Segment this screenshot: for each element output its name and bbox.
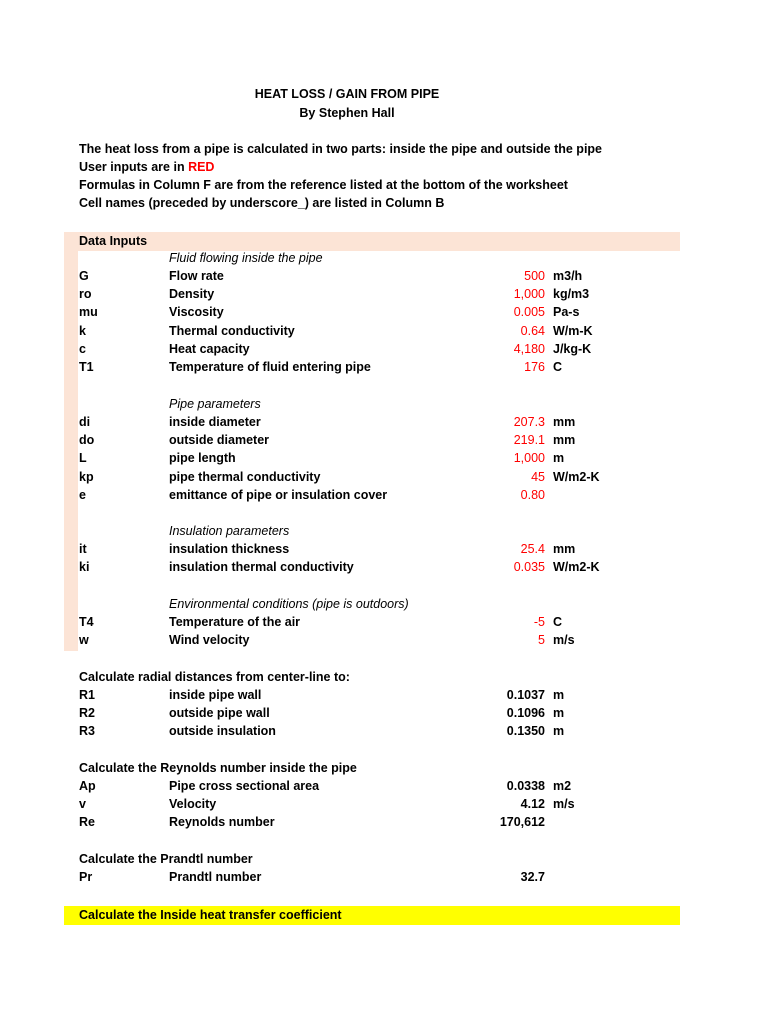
insulation-subheading: Insulation parameters (169, 524, 290, 538)
input-value: 0.64 (520, 323, 545, 338)
input-value: 176 (524, 360, 545, 374)
variable-symbol: R3 (79, 724, 95, 739)
unit-label: m (553, 706, 565, 721)
intro-red-word: RED (188, 160, 215, 174)
insulation-subheading-row (0, 524, 768, 542)
intro-line-1: The heat loss from a pipe is calculated in two parts: inside the pipe and outside the pipe (79, 142, 603, 156)
unit-label: J/kg-K (553, 341, 592, 356)
unit-label: C (553, 615, 563, 629)
variable-symbol: T1 (79, 360, 94, 374)
input-value: 25.4 (520, 542, 545, 556)
intro-line-2-prefix: User inputs are in (79, 160, 189, 174)
pipe-subheading-row (0, 397, 768, 415)
data-inputs-band (64, 232, 680, 251)
computed-value: 0.1350 (506, 724, 545, 739)
variable-symbol: ki (79, 560, 90, 575)
table-row (0, 488, 768, 506)
unit-label: W/m2-K (553, 560, 600, 575)
computed-value: 0.1037 (506, 688, 545, 702)
variable-symbol: L (79, 451, 87, 466)
variable-description: Viscosity (169, 305, 224, 320)
table-row (0, 779, 768, 797)
input-value: 45 (531, 469, 545, 484)
computed-value: 170,612 (499, 815, 545, 830)
input-value: -5 (533, 615, 545, 629)
variable-symbol: it (79, 542, 87, 556)
variable-symbol: k (79, 323, 86, 338)
input-value: 0.80 (520, 487, 545, 502)
fluid-subheading: Fluid flowing inside the pipe (169, 251, 323, 265)
input-value: 207.3 (513, 415, 545, 429)
computed-value: 4.12 (520, 797, 545, 812)
input-value: 4,180 (513, 341, 545, 356)
variable-description: Heat capacity (169, 341, 250, 356)
input-value: 1,000 (513, 451, 545, 466)
variable-description: Pipe cross sectional area (169, 779, 320, 793)
variable-description: Wind velocity (169, 633, 250, 648)
environment-subheading-row (0, 597, 768, 615)
variable-symbol: G (79, 269, 89, 283)
variable-description: Prandtl number (169, 870, 262, 884)
variable-symbol: di (79, 415, 91, 429)
variable-symbol: R1 (79, 688, 95, 702)
variable-symbol: Re (79, 815, 95, 830)
table-row (0, 724, 768, 742)
variable-symbol: mu (79, 305, 98, 320)
variable-description: outside pipe wall (169, 706, 270, 721)
variable-description: Temperature of fluid entering pipe (169, 360, 371, 374)
input-value: 500 (524, 269, 545, 283)
variable-description: outside insulation (169, 724, 276, 739)
input-value: 219.1 (513, 433, 545, 448)
pipe-subheading: Pipe parameters (169, 397, 261, 411)
variable-symbol: c (79, 341, 86, 356)
table-row (0, 360, 768, 378)
variable-description: inside diameter (169, 415, 261, 429)
unit-label: mm (553, 433, 576, 448)
variable-description: insulation thickness (169, 542, 290, 556)
table-row (0, 342, 768, 360)
variable-description: insulation thermal conductivity (169, 560, 354, 575)
intro-line-4: Cell names (preceded by underscore_) are listed in Column B (79, 196, 445, 210)
variable-symbol: Pr (79, 870, 93, 884)
computed-value: 0.0338 (506, 779, 545, 793)
variable-symbol: do (79, 433, 95, 448)
table-row (0, 815, 768, 833)
variable-description: pipe thermal conductivity (169, 469, 321, 484)
unit-label: m (553, 724, 565, 739)
variable-symbol: w (79, 633, 89, 648)
table-row (0, 797, 768, 815)
table-row (0, 451, 768, 469)
unit-label: mm (553, 415, 576, 429)
variable-symbol: e (79, 487, 86, 502)
variable-description: Reynolds number (169, 815, 275, 830)
variable-symbol: T4 (79, 615, 94, 629)
input-value: 0.035 (513, 560, 545, 575)
variable-description: inside pipe wall (169, 688, 262, 702)
table-row (0, 433, 768, 451)
variable-symbol: Ap (79, 779, 96, 793)
variable-description: Velocity (169, 797, 217, 812)
computed-value: 32.7 (520, 870, 545, 884)
variable-description: pipe length (169, 451, 236, 466)
unit-label: C (553, 360, 563, 374)
table-row (0, 706, 768, 724)
environment-subheading: Environmental conditions (pipe is outdoors) (169, 597, 409, 611)
unit-label: mm (553, 542, 576, 556)
variable-symbol: kp (79, 469, 94, 484)
variable-description: Thermal conductivity (169, 323, 295, 338)
table-row (0, 870, 768, 888)
unit-label: m (553, 451, 565, 466)
radial-heading: Calculate radial distances from center-line to: (79, 670, 350, 684)
variable-description: Temperature of the air (169, 615, 301, 629)
data-inputs-heading: Data Inputs (79, 234, 148, 248)
page-author: By Stephen Hall (299, 106, 395, 120)
variable-symbol: v (79, 797, 86, 812)
variable-description: outside diameter (169, 433, 270, 448)
intro-line-2 (79, 160, 214, 174)
table-row (0, 415, 768, 433)
fluid-subheading-row (0, 251, 768, 269)
table-row (0, 542, 768, 560)
reynolds-heading: Calculate the Reynolds number inside the pipe (79, 761, 357, 775)
table-row (0, 560, 768, 578)
input-value: 0.005 (513, 305, 545, 320)
unit-label: m3/h (553, 269, 583, 283)
table-row (0, 633, 768, 651)
input-value: 5 (538, 633, 545, 648)
variable-symbol: R2 (79, 706, 95, 721)
variable-description: Density (169, 287, 215, 302)
table-row (0, 688, 768, 706)
computed-value: 0.1096 (506, 706, 545, 721)
input-value: 1,000 (513, 287, 545, 302)
table-row (0, 287, 768, 305)
table-row (0, 470, 768, 488)
unit-label: Pa-s (553, 305, 580, 320)
table-row (0, 305, 768, 323)
page-title: HEAT LOSS / GAIN FROM PIPE (254, 87, 440, 101)
variable-description: Flow rate (169, 269, 224, 283)
unit-label: W/m-K (553, 323, 593, 338)
table-row (0, 324, 768, 342)
variable-symbol: ro (79, 287, 92, 302)
inside-htc-heading: Calculate the Inside heat transfer coefficient (79, 908, 342, 922)
variable-description: emittance of pipe or insulation cover (169, 487, 388, 502)
unit-label: m/s (553, 797, 575, 812)
intro-line-3: Formulas in Column F are from the reference listed at the bottom of the worksheet (79, 178, 568, 192)
unit-label: W/m2-K (553, 469, 600, 484)
unit-label: kg/m3 (553, 287, 590, 302)
table-row (0, 615, 768, 633)
unit-label: m (553, 688, 565, 702)
prandtl-heading: Calculate the Prandtl number (79, 852, 253, 866)
unit-label: m/s (553, 633, 575, 648)
unit-label: m2 (553, 779, 572, 793)
table-row (0, 269, 768, 287)
